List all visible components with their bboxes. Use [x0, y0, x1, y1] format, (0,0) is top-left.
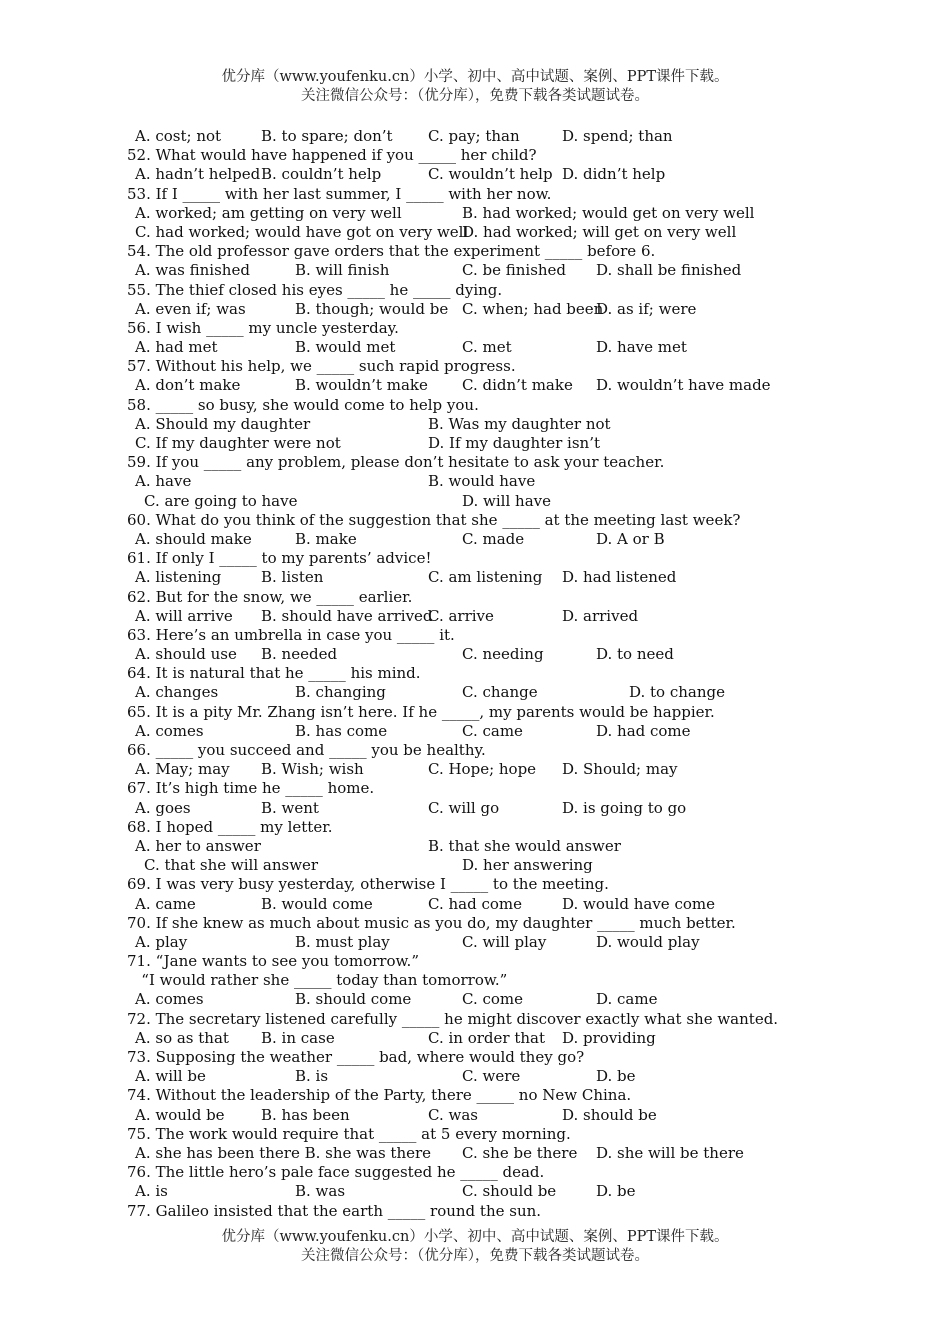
question-line: [127, 549, 827, 568]
question-line: [127, 185, 827, 204]
options-line: [127, 568, 827, 587]
answer-option: B. is: [295, 1067, 329, 1086]
header-line-1: 优分库（www.youfenku.cn）小学、初中、高中试题、案例、PPT课件下载。: [221, 69, 729, 85]
question-line: [127, 626, 827, 645]
answer-option: D. will have: [462, 491, 551, 510]
answer-option: C. come: [462, 990, 524, 1009]
answer-option: B. will finish: [295, 261, 390, 280]
options-line: [127, 204, 827, 223]
answer-option: B. Was my daughter not: [428, 414, 611, 433]
options-line: [127, 530, 827, 549]
question-text: 63. Here’s an umbrella in case you _____ it.: [127, 625, 455, 644]
question-text: 55. The thief closed his eyes _____ he _____ dying.: [127, 280, 503, 299]
question-line: [127, 1010, 827, 1029]
answer-option: C. had come: [428, 894, 522, 913]
question-text: 77. Galileo insisted that the earth _____ round the sun.: [127, 1201, 542, 1220]
answer-option: D. had worked; will get on very well: [462, 222, 737, 241]
answer-option: C. had worked; would have got on very well: [135, 222, 469, 241]
options-line: [127, 760, 827, 779]
answer-option: A. don’t make: [135, 376, 241, 395]
answer-option: A. so as that: [135, 1028, 229, 1047]
answer-option: C. came: [462, 721, 523, 740]
answer-option: C. didn’t make: [462, 376, 573, 395]
answer-option: B. would met: [295, 338, 396, 357]
options-line: [127, 1144, 827, 1163]
answer-option: A. hadn’t helped: [135, 165, 261, 184]
answer-option: B. in case: [261, 1028, 335, 1047]
answer-option: B. should have arrived: [261, 606, 433, 625]
question-line: [127, 818, 827, 837]
options-line: [127, 165, 827, 184]
answer-option: D. providing: [562, 1028, 656, 1047]
question-line: [127, 357, 827, 376]
answer-option: B. that she would answer: [428, 836, 621, 855]
answer-option: D. had listened: [562, 568, 677, 587]
answer-option: D. to change: [629, 683, 725, 702]
answer-option: C. pay; than: [428, 127, 520, 145]
question-text: 74. Without the leadership of the Party, there _____ no New China.: [127, 1086, 632, 1105]
answer-option: D. her answering: [462, 856, 593, 875]
answer-option: A. changes: [135, 683, 219, 702]
question-text: 69. I was very busy yesterday, otherwise I _____ to the meeting.: [127, 875, 609, 894]
answer-option: C. she be there: [462, 1143, 578, 1162]
answer-option: D. spend; than: [562, 127, 673, 145]
question-text: 57. Without his help, we _____ such rapid progress.: [127, 357, 516, 376]
question-text: 66. _____ you succeed and _____ you be healthy.: [127, 741, 486, 759]
exercise-content: [127, 127, 827, 1221]
answer-option: D. would play: [596, 932, 700, 951]
answer-option: D. If my daughter isn’t: [428, 434, 601, 452]
answer-option: B. changing: [295, 683, 386, 702]
options-line: [127, 933, 827, 952]
options-line: [127, 1182, 827, 1201]
options-line: [127, 415, 827, 434]
options-line: [127, 376, 827, 395]
options-line: [127, 127, 827, 146]
question-text: 56. I wish _____ my uncle yesterday.: [127, 318, 399, 337]
answer-option: A. comes: [135, 721, 204, 740]
answer-option: B. though; would be: [295, 299, 449, 318]
answer-option: B. must play: [295, 932, 390, 951]
answer-option: A. May; may: [135, 760, 230, 779]
options-line: [127, 223, 827, 242]
answer-option: B. Wish; wish: [261, 760, 364, 779]
options-line: [127, 607, 827, 626]
answer-option: C. was: [428, 1105, 478, 1124]
answer-option: A. should use: [135, 645, 237, 664]
question-line: [127, 1086, 827, 1105]
options-line: [127, 645, 827, 664]
options-line: [127, 338, 827, 357]
answer-option: C. will play: [462, 932, 547, 951]
question-text: 75. The work would require that _____ at 5 every morning.: [127, 1124, 571, 1143]
answer-option: A. have: [135, 472, 192, 491]
answer-option: D. wouldn’t have made: [596, 376, 771, 395]
question-line: [127, 1125, 827, 1144]
answer-option: D. she will be there: [596, 1143, 744, 1162]
answer-option: D. shall be finished: [596, 261, 742, 280]
answer-option: B. to spare; don’t: [261, 127, 393, 145]
question-text: 67. It’s high time he _____ home.: [127, 779, 375, 798]
options-line: [127, 837, 827, 856]
question-line: [127, 453, 827, 472]
answer-option: C. that she will answer: [144, 856, 319, 875]
options-line: [127, 300, 827, 319]
answer-option: A. she has been there B. she was there: [135, 1143, 432, 1162]
question-text: 60. What do you think of the suggestion that she _____ at the meeting last week?: [127, 510, 741, 529]
answer-option: C. in order that: [428, 1028, 545, 1047]
answer-option: B. had worked; would get on very well: [462, 203, 755, 222]
options-line: [127, 1106, 827, 1125]
options-line: [127, 472, 827, 491]
answer-option: A. should make: [135, 529, 252, 548]
options-line: [127, 1029, 827, 1048]
answer-option: B. would have: [428, 472, 536, 491]
answer-option: D. A or B: [596, 529, 665, 548]
question-text: 73. Supposing the weather _____ bad, where would they go?: [127, 1048, 585, 1066]
answer-option: A. listening: [135, 568, 222, 587]
options-line: [127, 722, 827, 741]
answer-option: B. has come: [295, 721, 388, 740]
answer-option: C. met: [462, 338, 512, 357]
question-line: [127, 396, 827, 415]
answer-option: A. Should my daughter: [135, 414, 311, 433]
answer-option: D. as if; were: [596, 299, 697, 318]
question-text: 61. If only I _____ to my parents’ advice!: [127, 549, 432, 568]
question-line: [127, 1048, 827, 1067]
answer-option: D. didn’t help: [562, 165, 666, 184]
question-line: [127, 703, 827, 722]
answer-option: A. is: [135, 1182, 168, 1201]
question-line: [127, 588, 827, 607]
answer-option: A. will be: [135, 1067, 206, 1086]
answer-option: B. should come: [295, 990, 412, 1009]
answer-option: C. made: [462, 529, 525, 548]
page-header: [0, 68, 950, 106]
question-line: [127, 281, 827, 300]
answer-option: D. had come: [596, 721, 691, 740]
question-text: 71. “Jane wants to see you tomorrow.”: [127, 952, 419, 971]
answer-option: C. Hope; hope: [428, 760, 537, 779]
question-text: 76. The little hero’s pale face suggested he _____ dead.: [127, 1163, 545, 1182]
question-text: 70. If she knew as much about music as you do, my daughter _____ much better.: [127, 913, 736, 932]
answer-option: B. wouldn’t make: [295, 376, 428, 395]
answer-option: D. is going to go: [562, 798, 687, 817]
question-line: [127, 242, 827, 261]
answer-option: C. were: [462, 1067, 521, 1086]
answer-option: B. listen: [261, 568, 324, 587]
question-text: 68. I hoped _____ my letter.: [127, 817, 333, 836]
page-footer: [0, 1228, 950, 1266]
answer-option: A. comes: [135, 990, 204, 1009]
answer-option: C. be finished: [462, 261, 567, 280]
answer-option: A. play: [135, 932, 188, 951]
answer-option: A. her to answer: [135, 836, 261, 855]
answer-option: C. arrive: [428, 606, 494, 625]
answer-option: B. make: [295, 529, 357, 548]
question-line: [127, 914, 827, 933]
question-text: 64. It is natural that he _____ his mind.: [127, 664, 421, 683]
answer-option: A. came: [135, 894, 196, 913]
question-text: 62. But for the snow, we _____ earlier.: [127, 587, 413, 606]
answer-option: D. have met: [596, 338, 687, 357]
question-text: 59. If you _____ any problem, please don’t hesitate to ask your teacher.: [127, 453, 665, 472]
question-text: 52. What would have happened if you _____ her child?: [127, 146, 537, 165]
question-text: 72. The secretary listened carefully _____ he might discover exactly what she wanted.: [127, 1009, 779, 1028]
answer-option: D. arrived: [562, 606, 639, 625]
answer-option: C. will go: [428, 798, 500, 817]
question-text: 65. It is a pity Mr. Zhang isn’t here. If he _____, my parents would be happier.: [127, 702, 715, 721]
answer-option: A. even if; was: [135, 299, 246, 318]
answer-option: D. would have come: [562, 894, 715, 913]
header-line-2: 关注微信公众号：（优分库），免费下载各类试题试卷。: [301, 88, 649, 104]
question-line: [127, 971, 827, 990]
answer-option: D. be: [596, 1067, 636, 1086]
answer-option: B. couldn’t help: [261, 165, 382, 184]
answer-option: C. when; had been: [462, 299, 604, 318]
question-line: [127, 146, 827, 165]
footer-line-2: 关注微信公众号：（优分库），免费下载各类试题试卷。: [301, 1248, 649, 1264]
options-line: [127, 799, 827, 818]
answer-option: A. was finished: [135, 261, 250, 280]
options-line: [127, 434, 827, 453]
answer-option: C. needing: [462, 645, 544, 664]
options-line: [127, 856, 827, 875]
answer-option: D. should be: [562, 1105, 657, 1124]
options-line: [127, 1067, 827, 1086]
answer-option: D. to need: [596, 645, 674, 664]
question-line: [127, 741, 827, 760]
answer-option: B. was: [295, 1182, 346, 1201]
answer-option: C. wouldn’t help: [428, 165, 553, 184]
question-text: 54. The old professor gave orders that the experiment _____ before 6.: [127, 242, 656, 261]
answer-option: C. change: [462, 683, 538, 702]
answer-option: B. went: [261, 798, 319, 817]
answer-option: B. needed: [261, 645, 338, 664]
answer-option: C. am listening: [428, 568, 543, 587]
question-text: 53. If I _____ with her last summer, I _____ with her now.: [127, 184, 552, 203]
answer-option: B. has been: [261, 1105, 350, 1124]
answer-option: A. would be: [135, 1105, 225, 1124]
question-line: [127, 1202, 827, 1221]
answer-option: A. cost; not: [135, 127, 222, 145]
footer-line-1: 优分库（www.youfenku.cn）小学、初中、高中试题、案例、PPT课件下载。: [221, 1229, 729, 1245]
answer-option: A. will arrive: [135, 606, 233, 625]
question-line: [127, 952, 827, 971]
question-line: [127, 319, 827, 338]
options-line: [127, 492, 827, 511]
answer-option: C. are going to have: [144, 491, 298, 510]
question-text: “I would rather she _____ today than tomorrow.”: [127, 971, 508, 990]
answer-option: C. If my daughter were not: [135, 434, 341, 452]
answer-option: A. had met: [135, 338, 218, 357]
answer-option: D. came: [596, 990, 658, 1009]
answer-option: B. would come: [261, 894, 373, 913]
options-line: [127, 990, 827, 1009]
answer-option: A. worked; am getting on very well: [135, 203, 402, 222]
question-line: [127, 664, 827, 683]
question-line: [127, 511, 827, 530]
answer-option: A. goes: [135, 798, 191, 817]
question-line: [127, 875, 827, 894]
question-line: [127, 779, 827, 798]
question-text: 58. _____ so busy, she would come to help you.: [127, 395, 479, 414]
answer-option: C. should be: [462, 1182, 557, 1201]
answer-option: D. be: [596, 1182, 636, 1201]
question-line: [127, 1163, 827, 1182]
options-line: [127, 683, 827, 702]
options-line: [127, 895, 827, 914]
options-line: [127, 261, 827, 280]
answer-option: D. Should; may: [562, 760, 678, 779]
